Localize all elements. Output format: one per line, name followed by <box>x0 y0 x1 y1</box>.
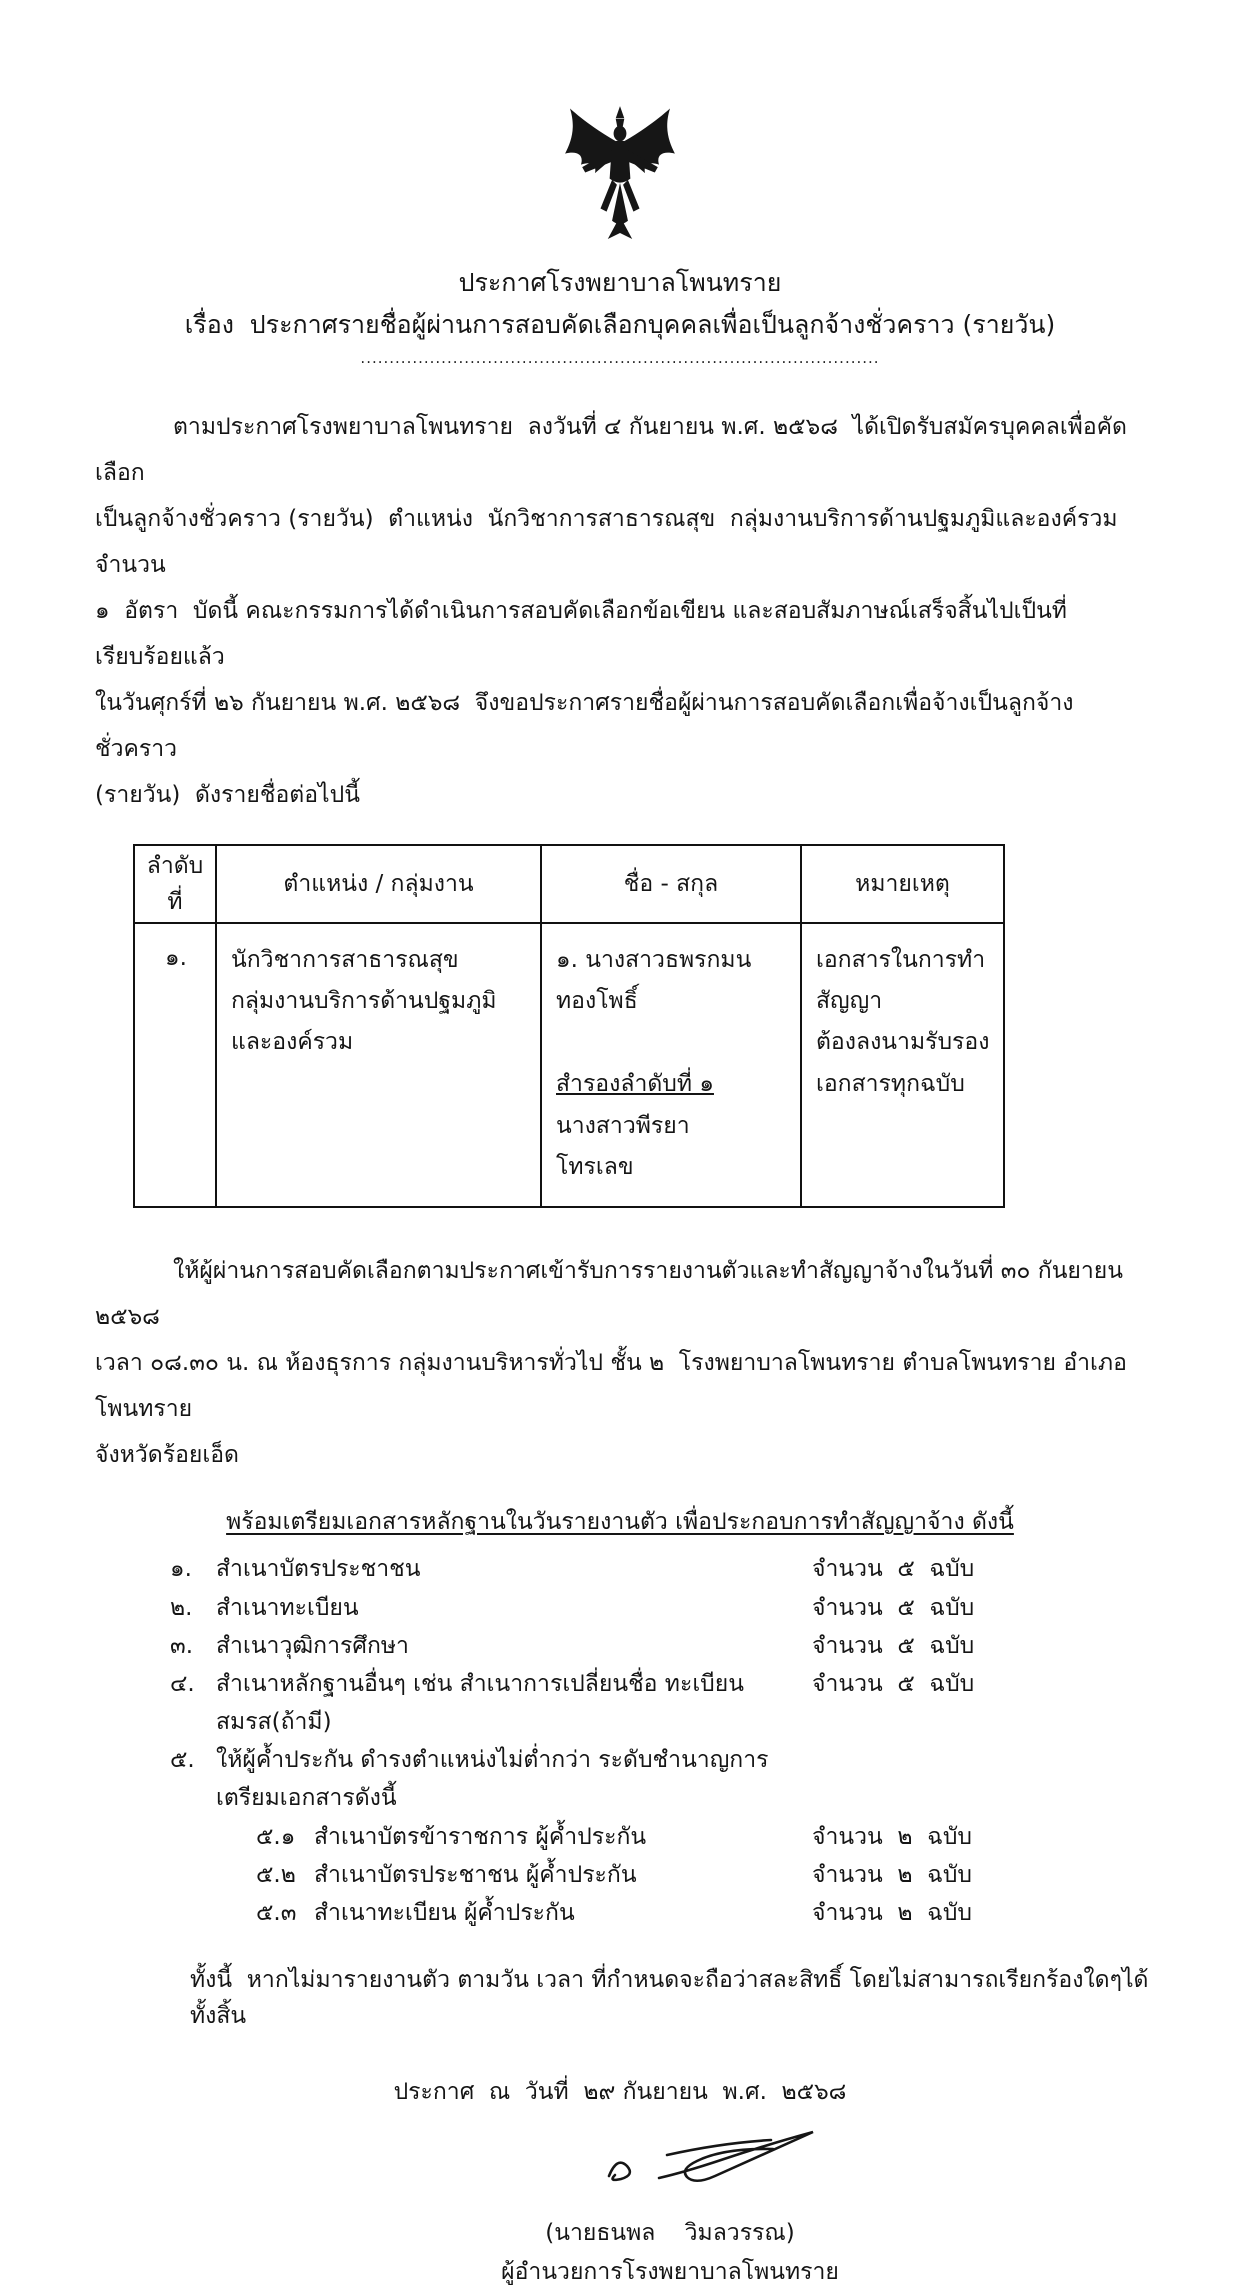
paragraph-line: เวลา ๐๘.๓๐ น. ณ ห้องธุรการ กลุ่มงานบริหารทั่วไป ชั้น ๒ โรงพยาบาลโพนทราย ตำบลโพนทราย อำเภอโพนทราย <box>95 1350 1127 1423</box>
item-number: ๕.๑ <box>256 1823 296 1850</box>
reserve-name: นางสาวพีรยา โทรเลข <box>556 1112 712 1181</box>
position-line: นักวิชาการสาธารณสุข <box>231 946 459 973</box>
item-number: ๑. <box>170 1556 192 1583</box>
item-text: สำเนาทะเบียน <box>216 1594 359 1621</box>
document-subject: เรื่อง ประกาศรายชื่อผู้ผ่านการสอบคัดเลือกบุคคลเพื่อเป็นลูกจ้างชั่วคราว (รายวัน) <box>184 309 1056 339</box>
item-number: ๕.๒ <box>256 1861 296 1888</box>
reserve-heading: สำรองลำดับที่ ๑ <box>556 1071 714 1098</box>
paragraph-line: จังหวัดร้อยเอ็ด <box>95 1442 239 1469</box>
item-quantity: จำนวน ๒ ฉบับ <box>812 1823 973 1850</box>
paragraph-line: ให้ผู้ผ่านการสอบคัดเลือกตามประกาศเข้ารับการรายงานตัวและทำสัญญาจ้างในวันที่ ๓๐ กันยายน ๒๕๖๘ <box>95 1258 1131 1331</box>
item-quantity: จำนวน ๒ ฉบับ <box>812 1861 973 1888</box>
item-quantity: จำนวน ๒ ฉบับ <box>812 1900 973 1926</box>
list-item <box>170 1589 980 1627</box>
item-text: สำเนาบัตรประชาชน <box>216 1556 421 1583</box>
paragraph-intro <box>95 404 1152 818</box>
list-item <box>170 1741 980 1817</box>
paragraph-line: ในวันศุกร์ที่ ๒๖ กันยายน พ.ศ. ๒๕๖๘ จึงขอประกาศรายชื่อผู้ผ่านการสอบคัดเลือกเพื่อจ้างเป็นลูกจ้างชั่วคราว <box>95 689 1074 762</box>
item-number: ๔. <box>170 1670 195 1697</box>
dotted-separator: .......................................................................................... <box>360 349 880 367</box>
remark-line: เอกสารทุกฉบับ <box>816 1070 965 1097</box>
item-number: ๓. <box>170 1632 194 1659</box>
list-item <box>170 1627 980 1665</box>
cell-position <box>216 923 541 1208</box>
emblem-container <box>0 0 1240 250</box>
cell-remark <box>801 923 1004 1208</box>
remark-line: ต้องลงนามรับรอง <box>816 1029 990 1056</box>
item-quantity: จำนวน ๕ ฉบับ <box>812 1632 975 1659</box>
closing-statement: ทั้งนี้ หากไม่มารายงานตัว ตามวัน เวลา ที่กำหนดจะถือว่าสละสิทธิ์ โดยไม่สามารถเรียกร้องใดๆได้ทั้งสิ้น <box>190 1967 1149 2030</box>
paragraph-line: เป็นลูกจ้างชั่วคราว (รายวัน) ตำแหน่ง นักวิชาการสาธารณสุข กลุ่มงานบริการด้านปฐมภูมิและองค์รวม จำนวน <box>95 505 1140 578</box>
document-title: ประกาศโรงพยาบาลโพนทราย <box>458 268 782 297</box>
header-remark: หมายเหตุ <box>801 845 1004 923</box>
cell-name <box>541 923 801 1208</box>
item-number: ๕.๓ <box>256 1900 297 1926</box>
results-table <box>133 844 1005 1209</box>
item-number: ๒. <box>170 1594 193 1621</box>
handwritten-signature-icon <box>595 2181 825 2200</box>
paragraph-report <box>95 1248 1152 1478</box>
list-item <box>170 1550 980 1588</box>
selected-name: ๑. นางสาวธพรกมน ทองโพธิ์ <box>556 946 774 1014</box>
position-line: กลุ่มงานบริการด้านปฐมภูมิและองค์รวม <box>231 987 497 1056</box>
list-subitem <box>170 1856 980 1894</box>
paragraph-line: ตามประกาศโรงพยาบาลโพนทราย ลงวันที่ ๔ กันยายน พ.ศ. ๒๕๖๘ ได้เปิดรับสมัครบุคคลเพื่อคัดเลือก <box>95 413 1127 486</box>
item-number: ๕. <box>170 1747 195 1774</box>
list-subitem <box>170 1818 980 1856</box>
remark-line: เอกสารในการทำสัญญา <box>816 946 986 1014</box>
item-text: สำเนาหลักฐานอื่นๆ เช่น สำเนาการเปลี่ยนชื่อ ทะเบียนสมรส(ถ้ามี) <box>216 1670 744 1736</box>
item-quantity: จำนวน ๕ ฉบับ <box>812 1594 975 1621</box>
signer-block <box>460 2214 880 2292</box>
paragraph-line: ๑ อัตรา บัดนี้ คณะกรรมการได้ดำเนินการสอบคัดเลือกข้อเขียน และสอบสัมภาษณ์เสร็จสิ้นไปเป็นที่เรียบร้อยแล้ว <box>95 597 1067 670</box>
signer-name: (นายธนพล วิมลวรรณ) <box>545 2220 795 2247</box>
signer-title: ผู้อำนวยการโรงพยาบาลโพนทราย <box>501 2259 839 2286</box>
cell-order-no: ๑. <box>134 923 216 1208</box>
header-name: ชื่อ - สกุล <box>541 845 801 923</box>
paragraph-line: (รายวัน) ดังรายชื่อต่อไปนี้ <box>95 781 360 808</box>
item-quantity: จำนวน ๕ ฉบับ <box>812 1556 975 1583</box>
item-text: สำเนาทะเบียน ผู้ค้ำประกัน <box>314 1900 575 1926</box>
documents-list <box>170 1550 980 1932</box>
table-row <box>134 923 1004 1208</box>
item-text: สำเนาบัตรประชาชน ผู้ค้ำประกัน <box>314 1861 637 1888</box>
table-header-row <box>134 845 1004 923</box>
header-position: ตำแหน่ง / กลุ่มงาน <box>216 845 541 923</box>
signature-container <box>595 2124 1240 2202</box>
list-subitem <box>170 1894 980 1932</box>
documents-heading: พร้อมเตรียมเอกสารหลักฐานในวันรายงานตัว เพื่อประกอบการทำสัญญาจ้าง ดังนี้ <box>226 1509 1014 1536</box>
item-text: สำเนาวุฒิการศึกษา <box>216 1632 409 1659</box>
item-quantity: จำนวน ๕ ฉบับ <box>812 1670 975 1697</box>
garuda-emblem-icon <box>559 231 681 250</box>
header-order-no: ลำดับที่ <box>134 845 216 923</box>
item-text: สำเนาบัตรข้าราชการ ผู้ค้ำประกัน <box>314 1823 647 1850</box>
list-item <box>170 1665 980 1741</box>
item-text: ให้ผู้ค้ำประกัน ดำรงตำแหน่งไม่ต่ำกว่า ระดับชำนาญการ เตรียมเอกสารดังนี้ <box>216 1747 776 1812</box>
announce-date: ประกาศ ณ วันที่ ๒๙ กันยายน พ.ศ. ๒๕๖๘ <box>393 2079 847 2106</box>
title-block <box>0 264 1240 370</box>
